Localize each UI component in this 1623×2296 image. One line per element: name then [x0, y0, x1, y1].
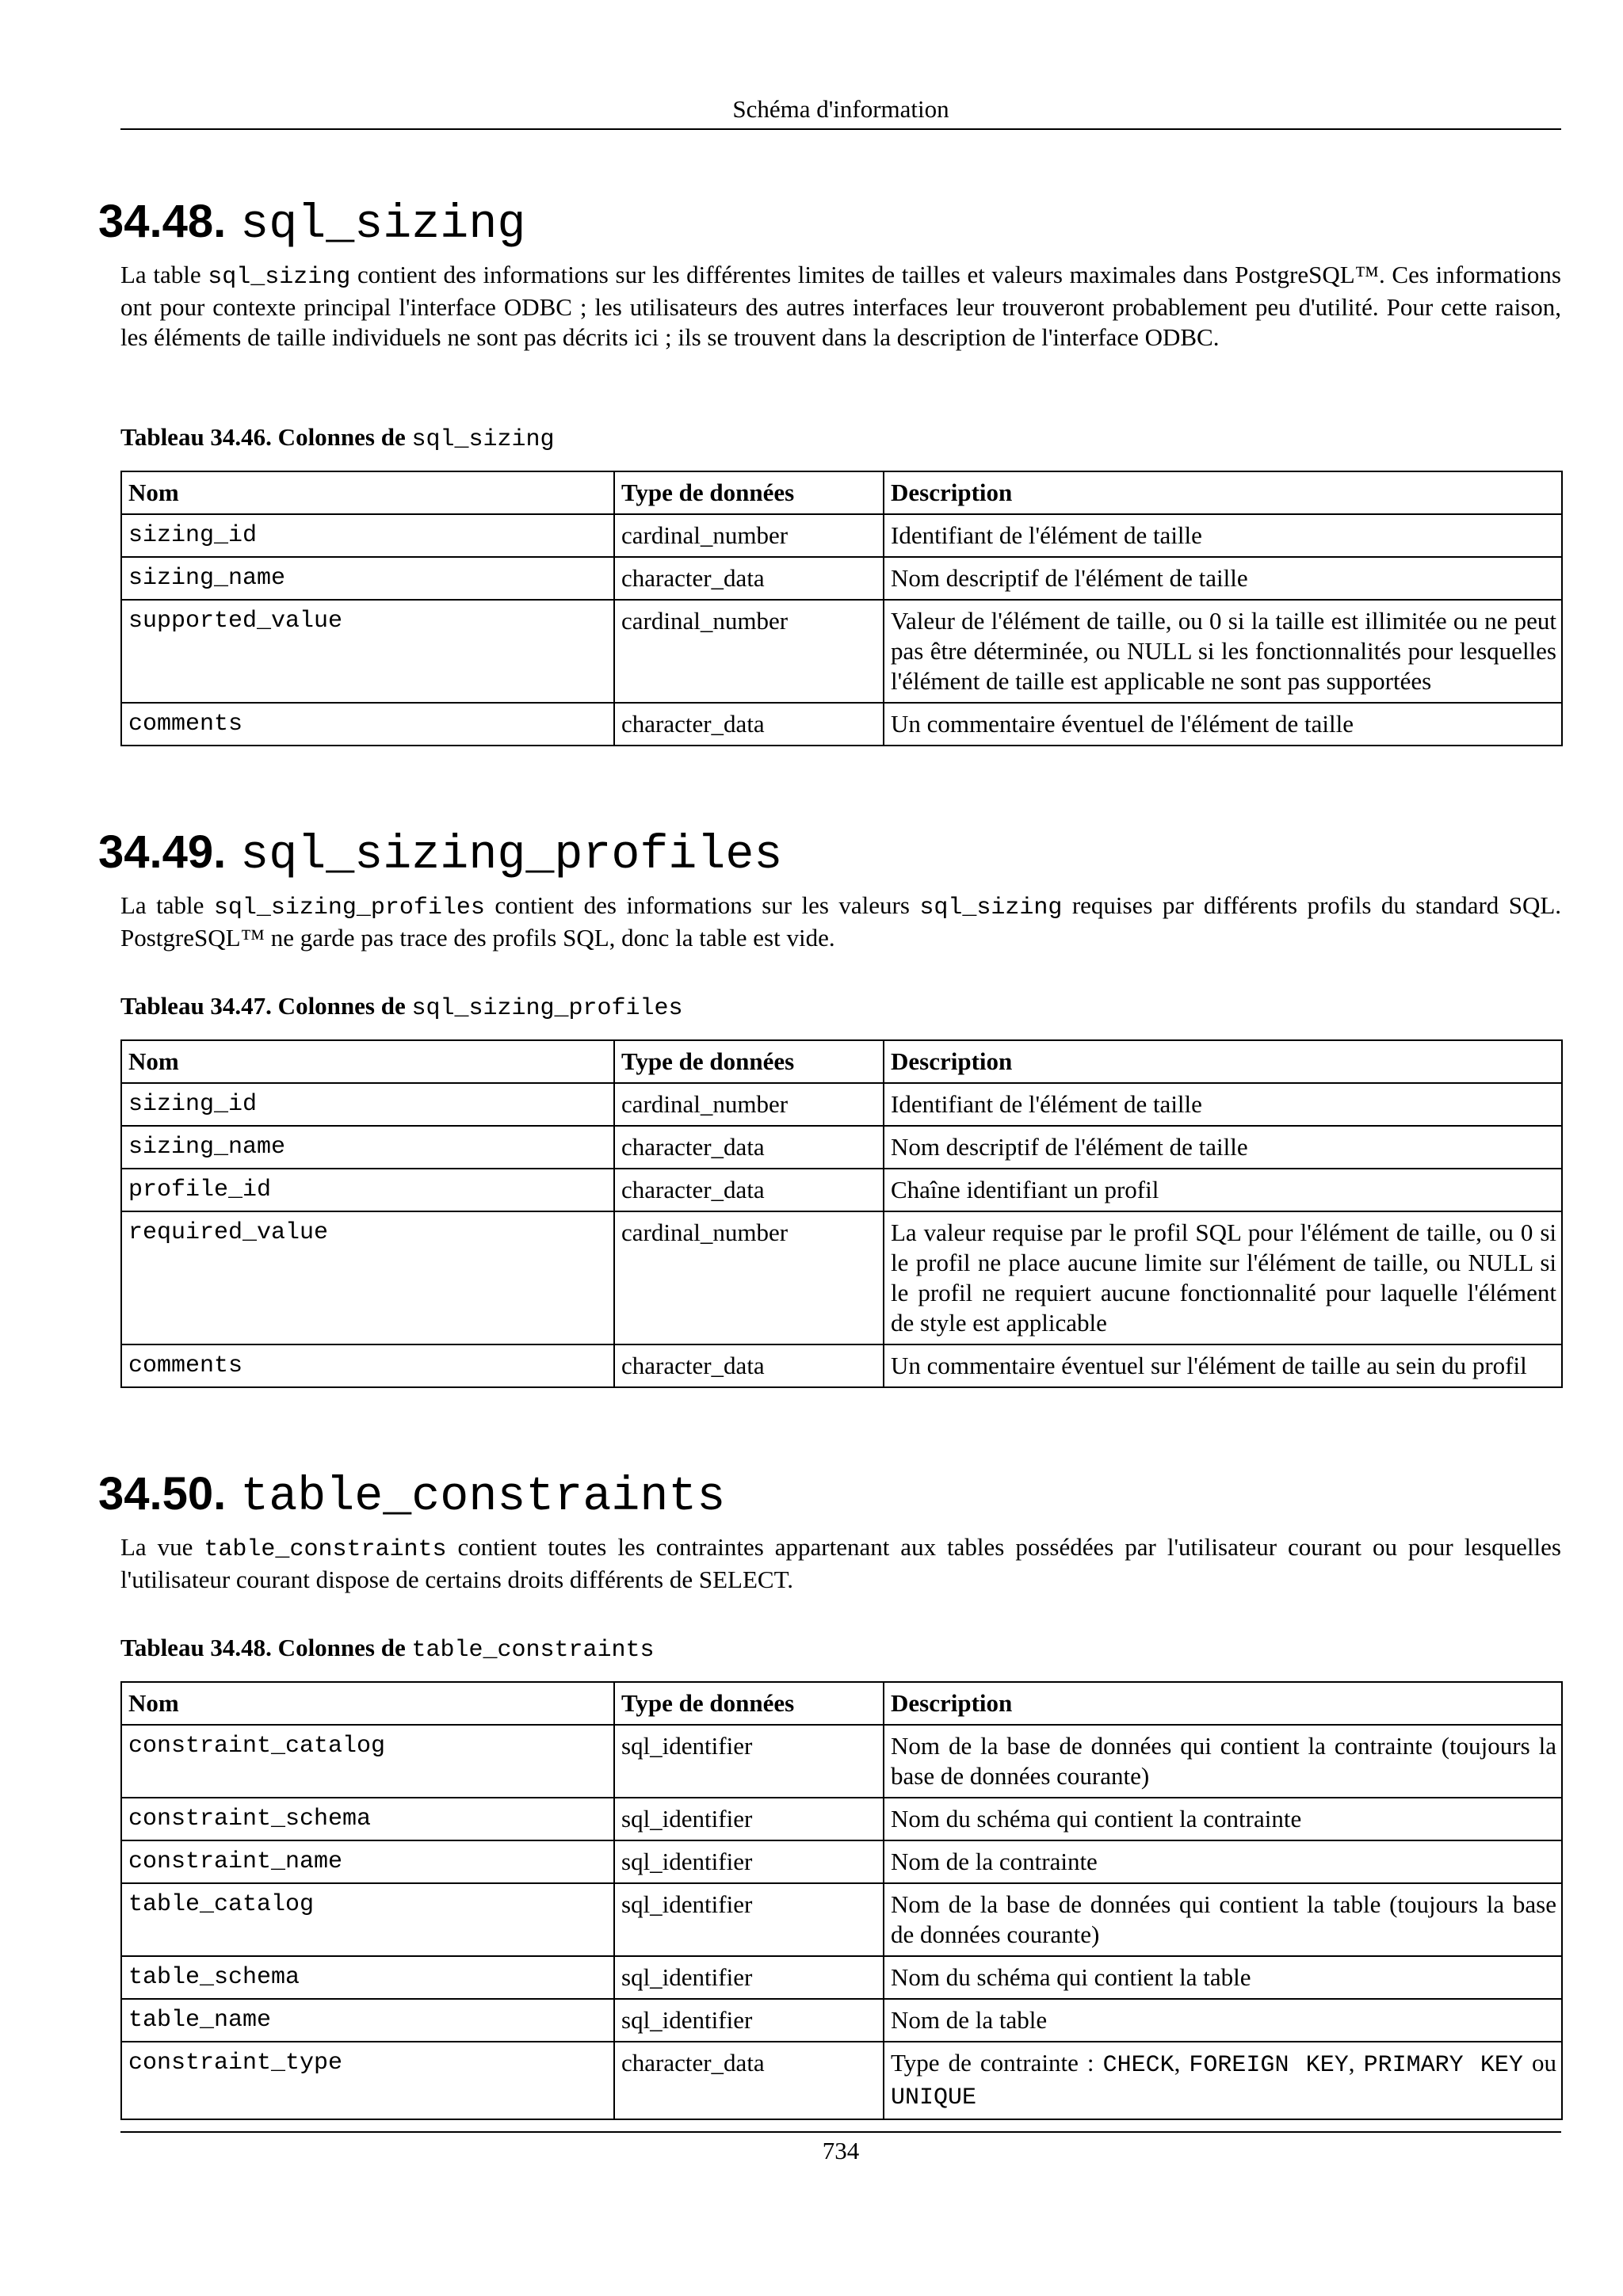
section-intro: [120, 260, 1561, 353]
column-header: Nom: [121, 1040, 614, 1083]
column-name: comments: [121, 703, 614, 746]
caption-label: Tableau 34.47. Colonnes de: [120, 992, 406, 1020]
table-row: [121, 1956, 1562, 1999]
intro-code: sql_sizing_profiles: [213, 894, 485, 921]
running-header: Schéma d'information: [732, 95, 949, 123]
column-type: cardinal_number: [614, 514, 884, 557]
caption-code: table_constraints: [411, 1637, 655, 1664]
table-row: [121, 600, 1562, 703]
table-row: [121, 557, 1562, 600]
intro-code: sql_sizing: [208, 264, 351, 291]
column-description: Chaîne identifiant un profil: [884, 1169, 1562, 1211]
table-row: [121, 1840, 1562, 1883]
column-description: La valeur requise par le profil SQL pour l'élément de taille, ou 0 si le profil ne place aucune limite sur l'élément de taille, ou NULL si le profil ne requiert aucune fonctionnalité pour laquelle l'élément de style est applicable: [884, 1211, 1562, 1344]
column-description: Identifiant de l'élément de taille: [884, 1083, 1562, 1126]
table-header-row: [121, 471, 1562, 514]
column-name: sizing_id: [121, 1083, 614, 1126]
column-type: sql_identifier: [614, 1956, 884, 1999]
column-type: character_data: [614, 1344, 884, 1387]
intro-text: La table: [120, 891, 204, 919]
intro-text: contient toutes les contraintes appartenant aux tables possédées par l'utilisateur courant ou pour lesquelles l'utilisateur courant dispose de certains droits différents de SELECT.: [120, 1533, 1561, 1593]
column-description: Un commentaire éventuel sur l'élément de taille au sein du profil: [884, 1344, 1562, 1387]
column-type: character_data: [614, 1126, 884, 1169]
intro-code: sql_sizing: [919, 894, 1063, 921]
column-header: Nom: [121, 1682, 614, 1725]
column-type: sql_identifier: [614, 1798, 884, 1840]
table-caption: [120, 1632, 655, 1666]
column-description: Nom de la base de données qui contient la contrainte (toujours la base de données courante): [884, 1725, 1562, 1798]
column-description: Type de contrainte : CHECK, FOREIGN KEY, PRIMARY KEY ou UNIQUE: [884, 2042, 1562, 2119]
section-intro: [120, 891, 1561, 953]
table-row: [121, 703, 1562, 746]
column-name: profile_id: [121, 1169, 614, 1211]
column-description: Identifiant de l'élément de taille: [884, 514, 1562, 557]
column-name: sizing_id: [121, 514, 614, 557]
section-intro: [120, 1532, 1561, 1595]
desc-code: PRIMARY KEY: [1363, 2052, 1523, 2079]
column-type: character_data: [614, 2042, 884, 2119]
column-description: Nom du schéma qui contient la contrainte: [884, 1798, 1562, 1840]
column-name: constraint_type: [121, 2042, 614, 2119]
intro-code: table_constraints: [204, 1536, 447, 1563]
columns-table: [120, 471, 1563, 746]
intro-text: contient des informations sur les valeurs: [495, 891, 910, 919]
table-row: [121, 1798, 1562, 1840]
column-name: required_value: [121, 1211, 614, 1344]
section-number: 34.50.: [98, 1468, 227, 1520]
column-header: Description: [884, 471, 1562, 514]
column-name: table_name: [121, 1999, 614, 2042]
column-type: sql_identifier: [614, 1725, 884, 1798]
column-description: Nom de la base de données qui contient la table (toujours la base de données courante): [884, 1883, 1562, 1956]
column-type: cardinal_number: [614, 600, 884, 703]
columns-table: [120, 1039, 1563, 1388]
footer-rule: [120, 2131, 1561, 2133]
table-row: [121, 1211, 1562, 1344]
section-heading: [98, 826, 783, 883]
section-name: sql_sizing: [240, 198, 526, 252]
table-caption: [120, 990, 683, 1024]
column-description: Un commentaire éventuel de l'élément de taille: [884, 703, 1562, 746]
section-name: table_constraints: [240, 1470, 726, 1524]
section-name: sql_sizing_profiles: [240, 829, 783, 883]
column-name: constraint_catalog: [121, 1725, 614, 1798]
section-number: 34.48.: [98, 196, 227, 247]
table-row: [121, 2042, 1562, 2119]
desc-text: Type de contrainte :: [891, 2049, 1094, 2077]
table-row: [121, 1126, 1562, 1169]
column-type: sql_identifier: [614, 1883, 884, 1956]
intro-text: contient des informations sur les différentes limites de tailles et valeurs maximales dans PostgreSQL™. Ces informations ont pour contexte principal l'interface ODBC ; les utilisateurs des autres interfaces leur trouveront probablement peu d'utilité. Pour cette raison, les éléments de taille individuels ne sont pas décrits ici ; ils se trouvent dans la description de l'interface ODBC.: [120, 261, 1561, 351]
caption-code: sql_sizing_profiles: [411, 995, 683, 1022]
columns-table: [120, 1681, 1563, 2120]
table-row: [121, 1883, 1562, 1956]
column-header: Type de données: [614, 1040, 884, 1083]
column-header: Description: [884, 1040, 1562, 1083]
column-header: Type de données: [614, 1682, 884, 1725]
desc-text: ou: [1531, 2049, 1556, 2077]
caption-label: Tableau 34.46. Colonnes de: [120, 423, 406, 451]
column-name: sizing_name: [121, 557, 614, 600]
table-header-row: [121, 1682, 1562, 1725]
column-header: Description: [884, 1682, 1562, 1725]
table-row: [121, 1999, 1562, 2042]
column-name: constraint_name: [121, 1840, 614, 1883]
column-type: cardinal_number: [614, 1211, 884, 1344]
column-type: sql_identifier: [614, 1840, 884, 1883]
column-type: character_data: [614, 557, 884, 600]
desc-code: UNIQUE: [891, 2084, 977, 2111]
column-name: comments: [121, 1344, 614, 1387]
column-type: cardinal_number: [614, 1083, 884, 1126]
table-row: [121, 514, 1562, 557]
column-description: Valeur de l'élément de taille, ou 0 si la taille est illimitée ou ne peut pas être déterminée, ou NULL si les fonctionnalités pour lesquelles l'élément de taille est applicable ne sont pas supportées: [884, 600, 1562, 703]
desc-code: FOREIGN KEY: [1189, 2052, 1349, 2079]
column-header: Type de données: [614, 471, 884, 514]
intro-text: La table: [120, 261, 201, 288]
column-type: sql_identifier: [614, 1999, 884, 2042]
caption-code: sql_sizing: [411, 426, 555, 453]
column-name: table_schema: [121, 1956, 614, 1999]
desc-code: CHECK: [1102, 2052, 1174, 2079]
intro-text: requises par différents profils du standard SQL. PostgreSQL™ ne garde pas trace des profils SQL, donc la table est vide.: [120, 891, 1562, 952]
column-name: supported_value: [121, 600, 614, 703]
column-header: Nom: [121, 471, 614, 514]
column-description: Nom descriptif de l'élément de taille: [884, 1126, 1562, 1169]
table-row: [121, 1169, 1562, 1211]
table-row: [121, 1344, 1562, 1387]
table-row: [121, 1083, 1562, 1126]
section-heading: [98, 1467, 726, 1524]
section-number: 34.49.: [98, 826, 227, 878]
column-type: character_data: [614, 703, 884, 746]
column-name: sizing_name: [121, 1126, 614, 1169]
table-caption: [120, 421, 555, 456]
column-name: table_catalog: [121, 1883, 614, 1956]
column-description: Nom du schéma qui contient la table: [884, 1956, 1562, 1999]
intro-text: La vue: [120, 1533, 193, 1561]
table-row: [121, 1725, 1562, 1798]
column-description: Nom de la contrainte: [884, 1840, 1562, 1883]
column-type: character_data: [614, 1169, 884, 1211]
table-header-row: [121, 1040, 1562, 1083]
page-number: 734: [822, 2137, 860, 2164]
column-description: Nom de la table: [884, 1999, 1562, 2042]
section-heading: [98, 195, 526, 252]
caption-label: Tableau 34.48. Colonnes de: [120, 1634, 406, 1661]
header-rule: [120, 128, 1561, 130]
column-description: Nom descriptif de l'élément de taille: [884, 557, 1562, 600]
column-name: constraint_schema: [121, 1798, 614, 1840]
